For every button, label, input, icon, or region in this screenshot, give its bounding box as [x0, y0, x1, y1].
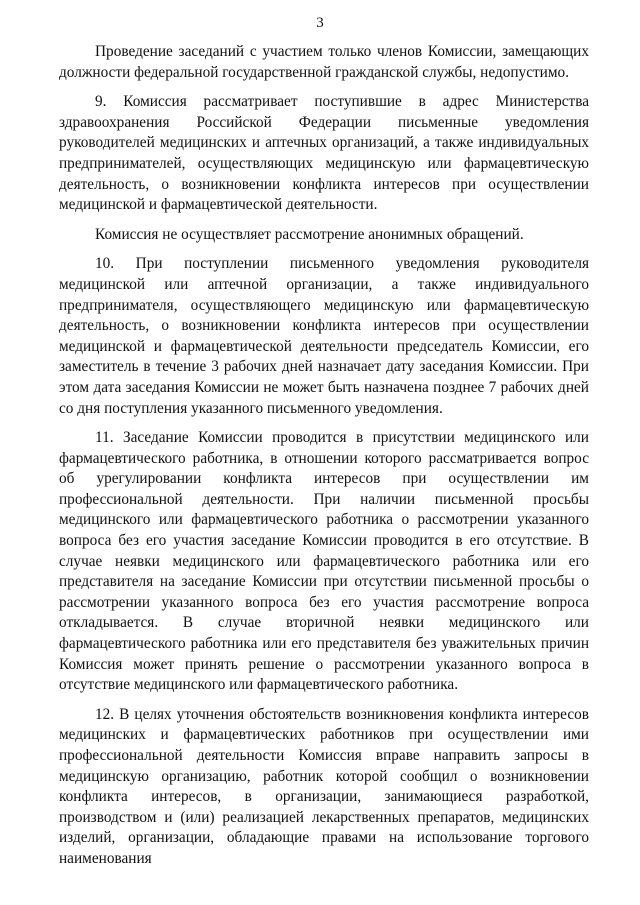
- paragraph-anonymous: Комиссия не осуществляет рассмотрение анонимных обращений.: [95, 225, 524, 243]
- page-number: 3: [316, 15, 324, 31]
- paragraph-undisclosed-members: Проведение заседаний с участием только членов Комиссии, замещающих должности федеральной государственной гражданской службы, недопустимо.: [59, 43, 589, 81]
- paragraph-9: 9. Комиссия рассматривает поступившие в адрес Министерства здравоохранения Российской Федерации письменные уведомления руководителей медицинских и аптечных организаций, а также индивидуальных предпринимателей, осуществляющих медицинскую или фармацевтическую деятельность, о возникновении конфликта интересов при осуществлении медицинской и фармацевтической деятельности.: [59, 93, 589, 214]
- paragraph-12: 12. В целях уточнения обстоятельств возникновения конфликта интересов медицинских и фармацевтических работников при осуществлении ими профессиональной деятельности Комиссия вправе направить запросы в медицинскую организацию, работник которой сообщил о возникновении конфликта интересов, в организации, занимающиеся разработкой, производством и (или) реализацией лекарственных препаратов, медицинских изделий, организации, обладающие правами на использование торгового наименования: [59, 705, 589, 867]
- paragraph-11: 11. Заседание Комиссии проводится в присутствии медицинского или фармацевтического работника, в отношении которого рассматривается вопрос об урегулировании конфликта интересов при осуществлении им профессиональной деятельности. При наличии письменной просьбы медицинского или фармацевтического работника о рассмотрении указанного вопроса без его участия заседание Комиссии проводится в его отсутствие. В случае неявки медицинского или фармацевтического работника или его представителя на заседание Комиссии при отсутствии письменной просьбы о рассмотрении указанного вопроса без его участия рассмотрение вопроса откладывается. В случае вторичной неявки медицинского или фармацевтического работника или его представителя без уважительных причин Комиссия может принять решение о рассмотрении указанного вопроса в отсутствие медицинского или фармацевтического работника.: [59, 429, 589, 694]
- document-body: [59, 42, 589, 879]
- paragraph-10: 10. При поступлении письменного уведомления руководителя медицинской или аптечной организации, а также индивидуального предпринимателя, осуществляющего медицинскую или фармацевтическую деятельность, о возникновении конфликта интересов при осуществлении медицинской и фармацевтической деятельности председатель Комиссии, его заместитель в течение 3 рабочих дней назначает дату заседания Комиссии. При этом дата заседания Комиссии не может быть назначена позднее 7 рабочих дней со дня поступления указанного письменного уведомления.: [59, 255, 589, 417]
